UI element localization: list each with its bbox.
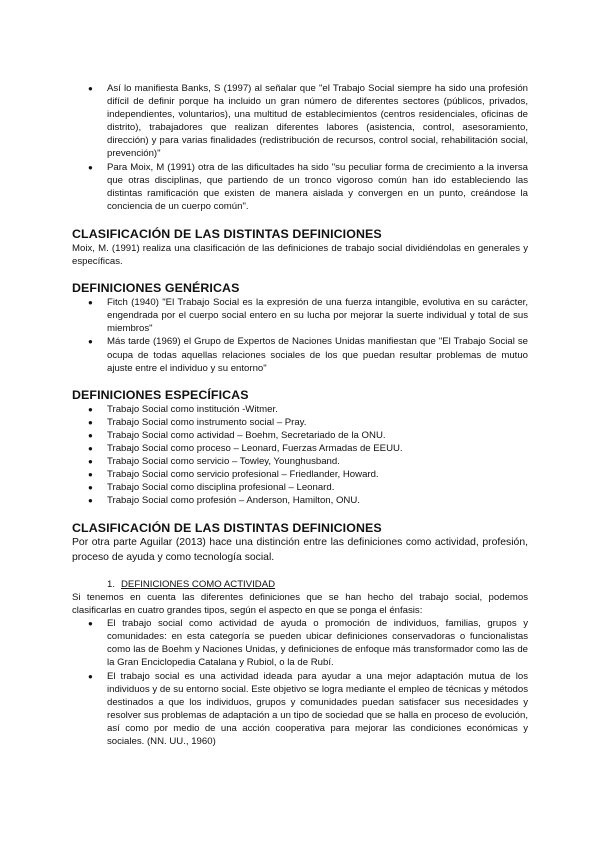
list-item-text: El trabajo social como actividad de ayuda o promoción de individuos, familias, grupos y comunidades: en esta categoría se pueden ubicar definiciones conservadoras o funcionalistas como las de Boehm y Naciones Unidas, y definiciones de enfoque más transformador como las de la Gran Enciclopedia Catalana y Rubiol, o la de Rubí. bbox=[107, 618, 528, 669]
list-item-text: Trabajo Social como servicio – Towley, Younghusband. bbox=[107, 456, 340, 468]
bullet-icon: ● bbox=[88, 430, 93, 440]
actividad-list bbox=[72, 617, 528, 748]
list-item-text: Trabajo Social como profesión – Anderson, Hamilton, ONU. bbox=[107, 495, 360, 507]
list-item bbox=[72, 455, 528, 468]
section-text-aguilar: Por otra parte Aguilar (2013) hace una distinción entre las definiciones como actividad, profesión, proceso de ayuda y como tecnología social. bbox=[72, 537, 528, 563]
bullet-icon: ● bbox=[88, 470, 93, 480]
list-item bbox=[72, 161, 528, 213]
bullet-icon: ● bbox=[88, 337, 93, 347]
list-item-text: Para Moix, M (1991) otra de las dificultades ha sido "su peculiar forma de crecimiento a la inversa que otras disciplinas, que partiendo de un tronco vigoroso común han ido estableciendo las distintas ramificación que existen de manera aislada y convergen en un punto, creándose la conciencia de un cuerpo común". bbox=[107, 161, 528, 212]
list-item bbox=[72, 617, 528, 669]
bullet-icon: ● bbox=[88, 483, 93, 493]
list-item bbox=[72, 481, 528, 494]
section-heading-clasificacion: CLASIFICACIÓN DE LAS DISTINTAS DEFINICIONES bbox=[72, 226, 382, 241]
bullet-icon: ● bbox=[88, 404, 93, 414]
bullet-icon: ● bbox=[88, 671, 93, 681]
list-item-text: Fitch (1940) "El Trabajo Social es la expresión de una fuerza intangible, evolutiva en su carácter, engendrada por el cuerpo social entero en su lucha por mejorar la suerte individual y total de sus miembros" bbox=[107, 297, 528, 335]
list-item bbox=[72, 403, 528, 416]
list-item-text: Trabajo Social como disciplina profesional – Leonard. bbox=[107, 482, 335, 494]
section-text-actividad: Si tenemos en cuenta las diferentes definiciones que se han hecho del trabajo social, podemos clasificarlas en cuatro grandes tipos, según el aspecto en que se ponga el énfasis: bbox=[72, 591, 528, 617]
especificas-list bbox=[72, 403, 528, 508]
numbered-heading-text: DEFINICIONES COMO ACTIVIDAD bbox=[121, 578, 276, 590]
section-heading-clasificacion-2: CLASIFICACIÓN DE LAS DISTINTAS DEFINICIONES bbox=[72, 521, 382, 536]
list-item-text: Trabajo Social como proceso – Leonard, Fuerzas Armadas de EEUU. bbox=[107, 442, 403, 454]
list-item bbox=[72, 670, 528, 749]
list-item-text: Más tarde (1969) el Grupo de Expertos de Naciones Unidas manifiestan que "El Trabajo Social se ocupa de todas aquellas relaciones sociales de los que puedan resultar problemas de mutuo ajuste entre el individuo y su entorno" bbox=[107, 336, 528, 374]
list-item bbox=[72, 82, 528, 161]
list-item-text: Trabajo Social como actividad – Boehm, Secretariado de la ONU. bbox=[107, 429, 386, 441]
bullet-icon: ● bbox=[88, 162, 93, 172]
list-item bbox=[72, 468, 528, 481]
list-item bbox=[72, 296, 528, 335]
bullet-icon: ● bbox=[88, 443, 93, 453]
list-item-text: El trabajo social es una actividad ideada para ayudar a una mejor adaptación mutua de los individuos y de su entorno social. Este objetivo se logra mediante el empleo de técnicas y métodos destinados a que los individuos, grupos y comunidades puedan satisfacer sus necesidades y resolver sus problemas de adaptación a un tipo de sociedad que se halla en proceso de evolución, así como por medio de una acción cooperativa para mejorar las condiciones económicas y sociales. (NN. UU., 1960) bbox=[107, 670, 528, 747]
bullet-icon: ● bbox=[88, 496, 93, 506]
genericas-list bbox=[72, 296, 528, 375]
numbered-heading-actividad bbox=[72, 578, 528, 591]
bullet-icon: ● bbox=[88, 298, 93, 308]
section-heading-especificas: DEFINICIONES ESPECÍFICAS bbox=[72, 387, 249, 402]
list-item-text: Trabajo Social como instrumento social – Pray. bbox=[107, 416, 307, 428]
list-item-text: Trabajo Social como institución -Witmer. bbox=[107, 403, 278, 415]
list-item bbox=[72, 416, 528, 429]
list-item bbox=[72, 429, 528, 442]
list-item-text: Trabajo Social como servicio profesional – Friedlander, Howard. bbox=[107, 469, 379, 481]
bullet-icon: ● bbox=[88, 457, 93, 467]
bullet-icon: ● bbox=[88, 619, 93, 629]
document-page bbox=[72, 82, 528, 748]
bullet-icon: ● bbox=[88, 84, 93, 93]
section-heading-genericas: DEFINICIONES GENÉRICAS bbox=[72, 281, 240, 296]
list-item bbox=[72, 494, 528, 507]
list-item-text: Así lo manifiesta Banks, S (1997) al señalar que "el Trabajo Social siempre ha sido una profesión difícil de definir porque ha incluido un gran número de diferentes sectores (públicos, privados, independientes, voluntarios), una multitud de establecimientos (centros residenciales, oficinas de distrito), trabajadores que realizan diferentes labores (asistencia, control, asesoramiento, dirección) y para varias finalidades (redistribución de recursos, control social, rehabilitación social, prevención)" bbox=[107, 83, 528, 160]
list-number: 1. bbox=[107, 578, 116, 590]
bullet-icon: ● bbox=[88, 417, 93, 427]
list-item bbox=[72, 335, 528, 374]
intro-bullet-list bbox=[72, 82, 528, 213]
section-text-clasificacion: Moix, M. (1991) realiza una clasificación de las definiciones de trabajo social dividiéndolas en generales y específicas. bbox=[72, 242, 528, 268]
list-item bbox=[72, 442, 528, 455]
